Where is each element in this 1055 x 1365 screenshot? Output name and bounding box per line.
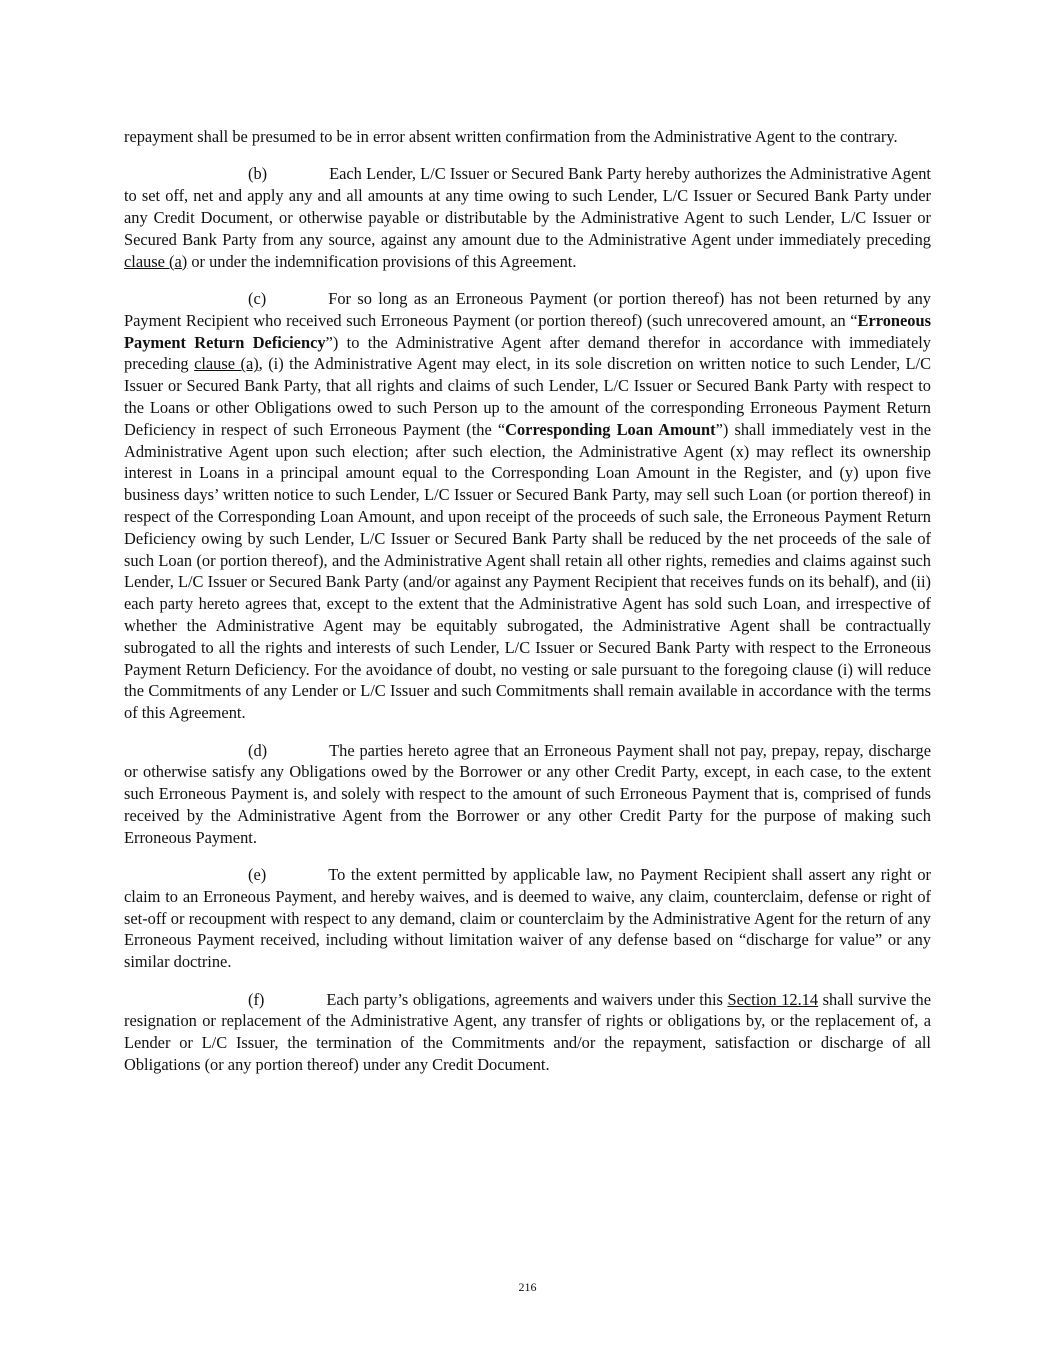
paragraph-text: For so long as an Erroneous Payment (or portion thereof) has not been returned by any Payment Recipient who received such Erroneous Payment (or portion thereof) (such unrecovered amount, an “ <box>124 288 931 330</box>
defined-term-erroneous-payment-return-deficiency: Erroneous Payment Return Deficiency <box>124 310 931 352</box>
paragraph-text: or under the indemnification provisions of this Agreement. <box>187 251 577 271</box>
cross-reference-clause-a: clause (a) <box>124 251 188 271</box>
document-body <box>124 126 931 1091</box>
paragraph-f <box>124 989 931 1076</box>
defined-term-corresponding-loan-amount: Corresponding Loan Amount <box>505 419 716 439</box>
paragraph-e <box>124 864 931 973</box>
paragraph-text: ”) to the Administrative Agent after demand therefor in accordance with immediately preceding <box>124 332 931 374</box>
clause-label-f: (f) <box>248 989 265 1009</box>
cross-reference-clause-a: clause (a) <box>194 354 259 374</box>
cross-reference-section-12-14: Section 12.14 <box>727 989 819 1009</box>
paragraph-text: repayment shall be presumed to be in error absent written confirmation from the Administrative Agent to the contrary. <box>124 127 898 146</box>
paragraph-b <box>124 163 931 272</box>
paragraph-d <box>124 740 931 849</box>
page-number: 216 <box>518 1280 537 1294</box>
clause-label-e: (e) <box>248 865 267 885</box>
clause-label-d: (d) <box>248 740 268 760</box>
paragraph-text: shall survive the resignation or replacement of the Administrative Agent, any transfer of rights or obligations by, or the replacement of, a Lender or L/C Issuer, the termination of the Commitments and/or the repayment, satisfaction or discharge of all Obligations (or any portion thereof) under any Credit Document. <box>124 989 931 1075</box>
paragraph-text: Each Lender, L/C Issuer or Secured Bank Party hereby authorizes the Administrative Agent to set off, net and apply any and all amounts at any time owing to such Lender, L/C Issuer or Secured Bank Party under any Credit Document, or otherwise payable or distributable by the Administrative Agent to such Lender, L/C Issuer or Secured Bank Party from any source, against any amount due to the Administrative Agent under immediately preceding <box>124 164 931 249</box>
paragraph-text: , (i) the Administrative Agent may elect, in its sole discretion on written notice to such Lender, L/C Issuer or Secured Bank Party, that all rights and claims of such Lender, L/C Issuer or Secured Bank Party with respect to the Loans or other Obligations owed to such Person up to the amount of the corresponding Erroneous Payment Return Deficiency in respect of such Erroneous Payment (the “ <box>124 354 931 439</box>
paragraph-text: The parties hereto agree that an Erroneous Payment shall not pay, prepay, repay, discharge or otherwise satisfy any Obligations owed by the Borrower or any other Credit Party, except, in each case, to the extent such Erroneous Payment is, and solely with respect to the amount of such Erroneous Payment that is, comprised of funds received by the Administrative Agent from the Borrower or any other Credit Party for the purpose of making such Erroneous Payment. <box>124 740 931 847</box>
clause-label-b: (b) <box>248 164 268 184</box>
paragraph-text: ”) shall immediately vest in the Administrative Agent upon such election; after such election, the Administrative Agent (x) may reflect its ownership interest in Loans in a principal amount equal to the Corresponding Loan Amount in the Register, and (y) upon five business days’ written notice to such Lender, L/C Issuer or Secured Bank Party, may sell such Loan (or portion thereof) in respect of the Corresponding Loan Amount, and upon receipt of the proceeds of such sale, the Erroneous Payment Return Deficiency owing by such Lender, L/C Issuer or Secured Bank Party shall be reduced by the net proceeds of the sale of such Loan (or portion thereof), and the Administrative Agent shall retain all other rights, remedies and claims against such Lender, L/C Issuer or Secured Bank Party (and/or against any Payment Recipient that receives funds on its behalf), and (ii) each party hereto agrees that, except to the extent that the Administrative Agent has sold such Loan, and irrespective of whether the Administrative Agent may be equitably subrogated, the Administrative Agent shall be contractually subrogated to all the rights and interests of such Lender, L/C Issuer or Secured Bank Party with respect to the Erroneous Payment Return Deficiency. For the avoidance of doubt, no vesting or sale pursuant to the foregoing clause (i) will reduce the Commitments of any Lender or L/C Issuer and such Commitments shall remain available in accordance with the terms of this Agreement. <box>124 419 931 723</box>
paragraph-continuation <box>124 126 931 148</box>
paragraph-c <box>124 288 931 724</box>
paragraph-text: Each party’s obligations, agreements and waivers under this <box>326 989 728 1009</box>
paragraph-text: To the extent permitted by applicable law, no Payment Recipient shall assert any right or claim to an Erroneous Payment, and hereby waives, and is deemed to waive, any claim, counterclaim, defense or right of set-off or recoupment with respect to any demand, claim or counterclaim by the Administrative Agent for the return of any Erroneous Payment received, including without limitation waiver of any defense based on “discharge for value” or any similar doctrine. <box>124 865 931 972</box>
clause-label-c: (c) <box>248 288 267 308</box>
